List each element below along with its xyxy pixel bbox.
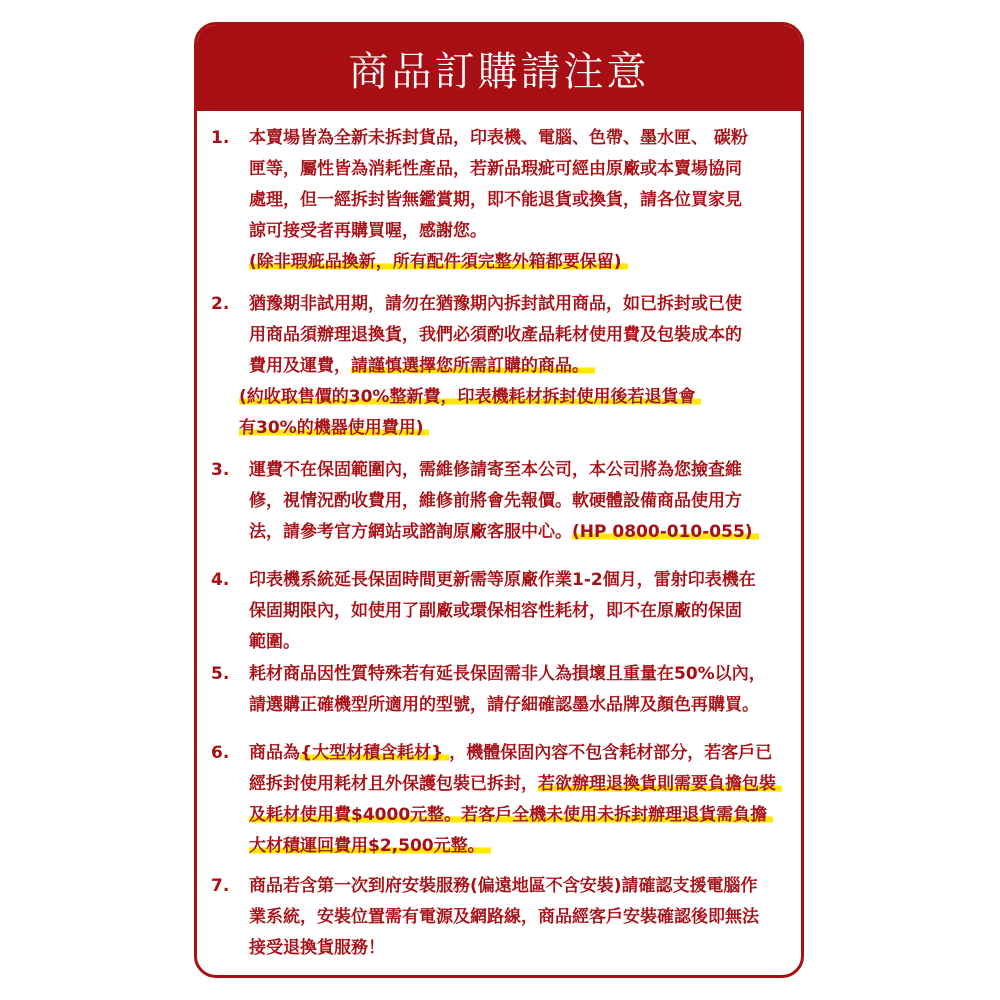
notice-item-3 [211,455,791,548]
notice-number: 2. [211,294,230,314]
notice-line: 範圍。 [249,632,300,652]
notice-line: 諒可接受者再購買喔，感謝您。 [249,221,487,241]
notice-item-6 [211,738,791,862]
notice-number: 3. [211,460,230,480]
notice-number: 6. [211,743,230,763]
notice-item-4 [211,565,791,658]
notice-line: 法，請參考官方網站或諮詢原廠客服中心。 [249,522,572,542]
highlighted-note: 請謹慎選擇您所需訂購的商品。 [351,356,595,376]
notice-line: 運費不在保固範圍內，需維修請寄至本公司，本公司將為您撿查維 [249,460,742,480]
highlighted-note: (約收取售價的30%整新費，印表機耗材拆封使用後若退貨會 [239,387,701,407]
hotline-number: (HP 0800-010-055) [572,522,759,542]
notice-line: 用商品須辦理退換貨，我們必須酌收產品耗材使用費及包裝成本的 [249,325,742,345]
notice-line: 保固期限內，如使用了副廠或環保相容性耗材，即不在原廠的保固 [249,601,742,621]
notice-line: 經拆封使用耗材且外保護包裝已拆封， [249,774,538,794]
notice-line: ，機體保固內容不包含耗材部分，若客戶已 [449,743,773,763]
notice-line: 匣等，屬性皆為消耗性產品，若新品瑕疵可經由原廠或本賣場協同 [249,159,742,179]
notice-line: 業系統，安裝位置需有電源及網路線，商品經客戶安裝確認後即無法 [249,907,759,927]
notice-line: 耗材商品因性質特殊若有延長保固需非人為損壞且重量在50%以內， [249,664,766,684]
highlighted-note: 及耗材使用費$4000元整。若客戶全機未使用未拆封辦理退貨需負擔 [249,805,773,825]
notice-number: 4. [211,570,230,590]
notice-number: 7. [211,876,230,896]
notice-line: 印表機系統延長保固時間更新需等原廠作業1-2個月，雷射印表機在 [249,570,756,590]
notice-card [194,22,804,978]
highlighted-note: {大型材積含耗材} [300,743,449,763]
notice-header [197,25,801,111]
highlighted-note: 若欲辦理退換貨則需要負擔包裝 [538,774,782,794]
notice-item-5 [211,659,791,721]
notice-item-1 [211,123,791,278]
highlighted-note: (除非瑕疵品換新，所有配件須完整外箱都要保留) [249,252,628,272]
notice-line: 猶豫期非試用期，請勿在猶豫期內拆封試用商品，如已拆封或已使 [249,294,742,314]
notice-number: 5. [211,664,230,684]
notice-number: 1. [211,128,230,148]
notice-item-7 [211,871,791,964]
notice-line: 商品若含第一次到府安裝服務(偏遠地區不含安裝)請確認支援電腦作 [249,876,758,896]
notice-line: 費用及運費， [249,356,351,376]
notice-line: 接受退換貨服務！ [249,938,385,958]
highlighted-note: 有30%的機器使用費用) [239,418,429,438]
notice-line: 請選購正確機型所適用的型號，請仔細確認墨水品牌及顏色再購買。 [249,695,759,715]
notice-line: 商品為 [249,743,300,763]
notice-line: 本賣場皆為全新未拆封貨品，印表機、電腦、色帶、墨水匣、 碳粉 [249,128,748,148]
page-title: 商品訂購請注意 [348,48,650,95]
notice-item-2 [211,289,791,444]
highlighted-note: 大材積運回費用$2,500元整。 [249,836,491,856]
notice-line: 處理，但一經拆封皆無鑑賞期，即不能退貨或換貨，請各位買家見 [249,190,742,210]
notice-line: 修，視情況酌收費用，維修前將會先報價。軟硬體設備商品使用方 [249,491,742,511]
